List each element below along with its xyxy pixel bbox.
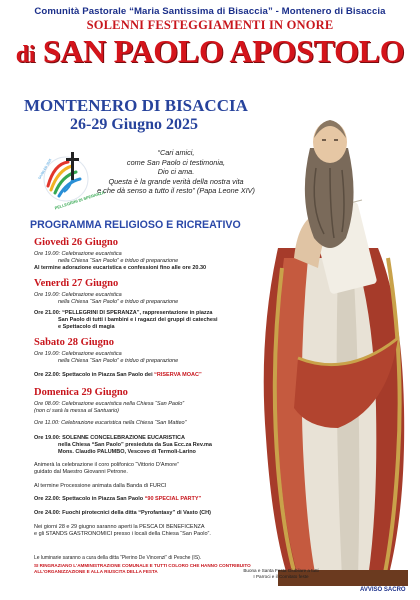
logo-ring-top: GIUBILEO 2025 — [37, 158, 53, 180]
title-prefix: di — [15, 42, 36, 68]
saint-paul-statue-icon — [238, 108, 420, 586]
place-name: MONTENERO DI BISACCIA — [24, 96, 248, 115]
program-line: Al termine adorazione eucaristica e confessioni fino alle ore 20.30 — [34, 265, 207, 271]
program-line: (non ci sarà la messa al Santuario) — [34, 408, 119, 414]
thanks-line: ALL'ORGANIZZAZIONE E ALLA RIUSCITA DELLA FESTA — [34, 569, 158, 574]
quote-line: Dio ci ama. — [157, 167, 195, 177]
quote-line: “Cari amici, — [157, 148, 195, 157]
program-line: Mons. Claudio PALUMBO, Vescovo di Termoli-Larino — [58, 449, 196, 455]
sacred-notice: AVVISO SACRO — [360, 587, 406, 593]
day-heading: Giovedì 26 Giugno — [34, 237, 119, 248]
riserva-moac-highlight: “RISERVA MOAC” — [154, 372, 202, 378]
program-line: Ore 21.00: “PELLEGRINI DI SPERANZA”, rappresentazione in piazza — [34, 310, 213, 316]
program-line: Ore 11.00: Celebrazione eucaristica nella Chiesa “San Matteo” — [34, 420, 187, 426]
greeting-line: I Parroci e il Comitato feste — [253, 574, 309, 579]
special-party-highlight: “90 SPECIAL PARTY” — [144, 496, 202, 502]
program-line-text: Ore 22.00: Spettacolo in Piazza San Paolo — [34, 496, 145, 502]
quote-line: come San Paolo ci testimonia, — [126, 157, 226, 167]
day-heading: Venerdì 27 Giugno — [34, 278, 119, 289]
greeting — [238, 568, 324, 580]
day-heading: Sabato 28 Giugno — [34, 337, 114, 348]
program-line: guidato dal Maestro Giovanni Petrone. — [34, 469, 128, 475]
title-main: SAN PAOLO APOSTOLO — [42, 33, 405, 69]
program-line: Ore 19.00: SOLENNE CONCELEBRAZIONE EUCARISTICA — [34, 435, 185, 441]
program-line: nella Chiesa “San Paolo” presieduta da Sua Ecc.za Rev.ma — [58, 442, 212, 448]
quote-line: Questa è la grande verità della nostra vita — [108, 176, 244, 186]
quote-line-last: e che dà senso a tutto il resto” — [97, 186, 195, 196]
program-line: Nei giorni 28 e 29 giugno saranno aperti la PESCA DI BENEFICENZA — [34, 524, 205, 530]
day-heading: Domenica 29 Giugno — [34, 387, 128, 398]
lights-credit: Le luminarie saranno a cura della ditta “Pierino De Vincenzi” di Pesche (IS). — [34, 555, 202, 561]
program-line — [34, 372, 202, 379]
quote-author: (Papa Leone XIV) — [196, 186, 255, 196]
program-line: Animerà la celebrazione il coro polifonico “Vittorio D'Amore” — [34, 462, 179, 468]
program-title: PROGRAMMA RELIGIOSO E RICREATIVO — [30, 219, 241, 231]
program-line: Ore 19.00: Celebrazione eucaristica — [34, 292, 122, 298]
event-dates: 26-29 Giugno 2025 — [70, 116, 199, 133]
program-line: Ore 24.00: Fuochi pirotecnici della ditta “Pyrofantasy” di Vasto (CH) — [34, 510, 211, 516]
program-line: nella Chiesa “San Paolo” e triduo di preparazione — [58, 299, 179, 305]
quote-line — [92, 186, 260, 196]
program-line: e Spettacolo di magia — [58, 324, 115, 330]
thanks-note — [34, 563, 251, 575]
logo-ring-bottom: PELLEGRINI DI SPERANZA — [53, 189, 106, 211]
main-title — [0, 31, 420, 75]
program-line: San Paolo di tutti i bambini e i ragazzi dei gruppi di catechesi — [58, 317, 218, 323]
program-line: nella Chiesa “San Paolo” e triduo di preparazione — [58, 358, 179, 364]
program-line: Ore 08.00: Celebrazione eucaristica nella Chiesa “San Paolo” — [34, 401, 185, 407]
program-line: e gli STANDS GASTRONOMICI presso i locali della Chiesa “San Paolo”. — [34, 531, 211, 537]
program-line: nella Chiesa “San Paolo” e triduo di preparazione — [58, 258, 179, 264]
program-line — [34, 496, 201, 503]
greeting-line: Buona e Santa Festa Giubilare a tutti — [243, 568, 319, 573]
program-line: Al termine Processione animata dalla Banda di FURCI — [34, 483, 167, 489]
pope-quote — [92, 148, 260, 196]
program-line: Ore 19.00: Celebrazione eucaristica — [34, 351, 122, 357]
cross-logo-icon — [34, 146, 106, 211]
thanks-line: SI RINGRAZIANO L'AMMINISTRAZIONE COMUNALE E TUTTI COLORO CHE HANNO CONTRIBUITO — [34, 563, 251, 568]
community-name: Comunità Pastorale “Maria Santissima di Bisaccia” - Montenero di Bisaccia — [34, 6, 386, 17]
program-line: Ore 19.00: Celebrazione eucaristica — [34, 251, 122, 257]
program-line-text: Ore 22.00: Spettacolo in Piazza San Paolo dei — [34, 372, 155, 378]
celebration-heading: SOLENNI FESTEGGIAMENTI IN ONORE — [86, 18, 334, 32]
